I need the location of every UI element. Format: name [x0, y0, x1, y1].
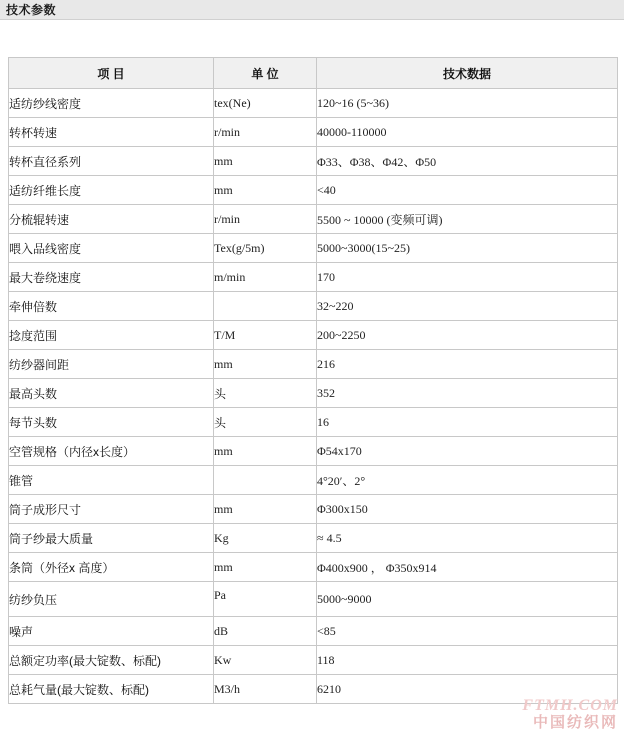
cell-unit: Kw: [214, 646, 317, 675]
page-title: 技术参数: [6, 3, 57, 17]
table-row: [9, 437, 618, 466]
table-header-row: [9, 58, 618, 89]
cell-item: 锥管: [9, 466, 214, 495]
table-body: [9, 89, 618, 704]
cell-item: 纺纱器间距: [9, 350, 214, 379]
cell-item: 转杯转速: [9, 118, 214, 147]
cell-item: 筒子纱最大质量: [9, 524, 214, 553]
cell-unit: mm: [214, 437, 317, 466]
cell-value: ≈ 4.5: [317, 524, 618, 553]
table-row: [9, 350, 618, 379]
watermark-url: FTMH.COM: [522, 696, 618, 714]
cell-value: 6210: [317, 675, 618, 704]
cell-item: 最大卷绕速度: [9, 263, 214, 292]
cell-item: 每节头数: [9, 408, 214, 437]
page-header: [0, 0, 624, 20]
table-row: [9, 89, 618, 118]
watermark-site-name: 中国纺织网: [532, 713, 618, 731]
cell-value: 170: [317, 263, 618, 292]
cell-item: 噪声: [9, 617, 214, 646]
spec-table-container: [0, 57, 624, 704]
cell-unit: r/min: [214, 205, 317, 234]
table-row: [9, 118, 618, 147]
cell-value: 40000-110000: [317, 118, 618, 147]
cell-value: 200~2250: [317, 321, 618, 350]
cell-value: Φ33、Φ38、Φ42、Φ50: [317, 147, 618, 176]
cell-unit: mm: [214, 176, 317, 205]
cell-value: 5500 ~ 10000 (变频可调): [317, 205, 618, 234]
cell-value: <40: [317, 176, 618, 205]
column-header-unit: 单 位: [214, 58, 317, 89]
cell-value: 118: [317, 646, 618, 675]
cell-item: 转杯直径系列: [9, 147, 214, 176]
table-row: [9, 675, 618, 704]
cell-unit: [214, 292, 317, 321]
cell-item: 空管规格（内径x长度）: [9, 437, 214, 466]
cell-item: 适纺纱线密度: [9, 89, 214, 118]
cell-value: Φ300x150: [317, 495, 618, 524]
cell-unit: M3/h: [214, 675, 317, 704]
cell-value: 352: [317, 379, 618, 408]
cell-unit: 头: [214, 408, 317, 437]
table-row: [9, 263, 618, 292]
cell-item: 喂入品线密度: [9, 234, 214, 263]
table-row: [9, 176, 618, 205]
cell-unit: dB: [214, 617, 317, 646]
cell-value: 4°20′、2°: [317, 466, 618, 495]
cell-item: 纺纱负压: [9, 582, 214, 617]
cell-item: 分梳辊转速: [9, 205, 214, 234]
column-header-value: 技术数据: [317, 58, 618, 89]
cell-item: 适纺纤维长度: [9, 176, 214, 205]
cell-value: 32~220: [317, 292, 618, 321]
cell-unit: mm: [214, 350, 317, 379]
cell-unit: r/min: [214, 118, 317, 147]
cell-item: 牵伸倍数: [9, 292, 214, 321]
table-row: [9, 408, 618, 437]
table-row: [9, 582, 618, 617]
cell-item: 条筒（外径x 高度）: [9, 553, 214, 582]
cell-unit: 头: [214, 379, 317, 408]
column-header-item: 项 目: [9, 58, 214, 89]
cell-unit: tex(Ne): [214, 89, 317, 118]
table-row: [9, 379, 618, 408]
cell-item: 总耗气量(最大锭数、标配): [9, 675, 214, 704]
table-row: [9, 292, 618, 321]
cell-unit: Tex(g/5m): [214, 234, 317, 263]
cell-unit: mm: [214, 553, 317, 582]
cell-value: 120~16 (5~36): [317, 89, 618, 118]
cell-value: <85: [317, 617, 618, 646]
table-row: [9, 553, 618, 582]
table-row: [9, 524, 618, 553]
cell-unit: Kg: [214, 524, 317, 553]
cell-value: 5000~9000: [317, 582, 618, 617]
spec-table: [8, 57, 618, 704]
cell-unit: mm: [214, 495, 317, 524]
cell-value: Φ400x900 ， Φ350x914: [317, 553, 618, 582]
table-row: [9, 234, 618, 263]
table-row: [9, 646, 618, 675]
table-row: [9, 466, 618, 495]
table-row: [9, 205, 618, 234]
table-head: [9, 58, 618, 89]
table-row: [9, 147, 618, 176]
cell-value: 5000~3000(15~25): [317, 234, 618, 263]
table-row: [9, 321, 618, 350]
cell-unit: [214, 466, 317, 495]
table-row: [9, 617, 618, 646]
cell-value: 216: [317, 350, 618, 379]
cell-item: 总额定功率(最大锭数、标配): [9, 646, 214, 675]
cell-value: 16: [317, 408, 618, 437]
cell-item: 筒子成形尺寸: [9, 495, 214, 524]
cell-item: 捻度范围: [9, 321, 214, 350]
cell-value: Φ54x170: [317, 437, 618, 466]
header-spacer: [0, 20, 624, 57]
cell-unit: mm: [214, 147, 317, 176]
cell-unit: Pa: [214, 582, 317, 617]
cell-item: 最高头数: [9, 379, 214, 408]
cell-unit: T/M: [214, 321, 317, 350]
table-row: [9, 495, 618, 524]
cell-unit: m/min: [214, 263, 317, 292]
